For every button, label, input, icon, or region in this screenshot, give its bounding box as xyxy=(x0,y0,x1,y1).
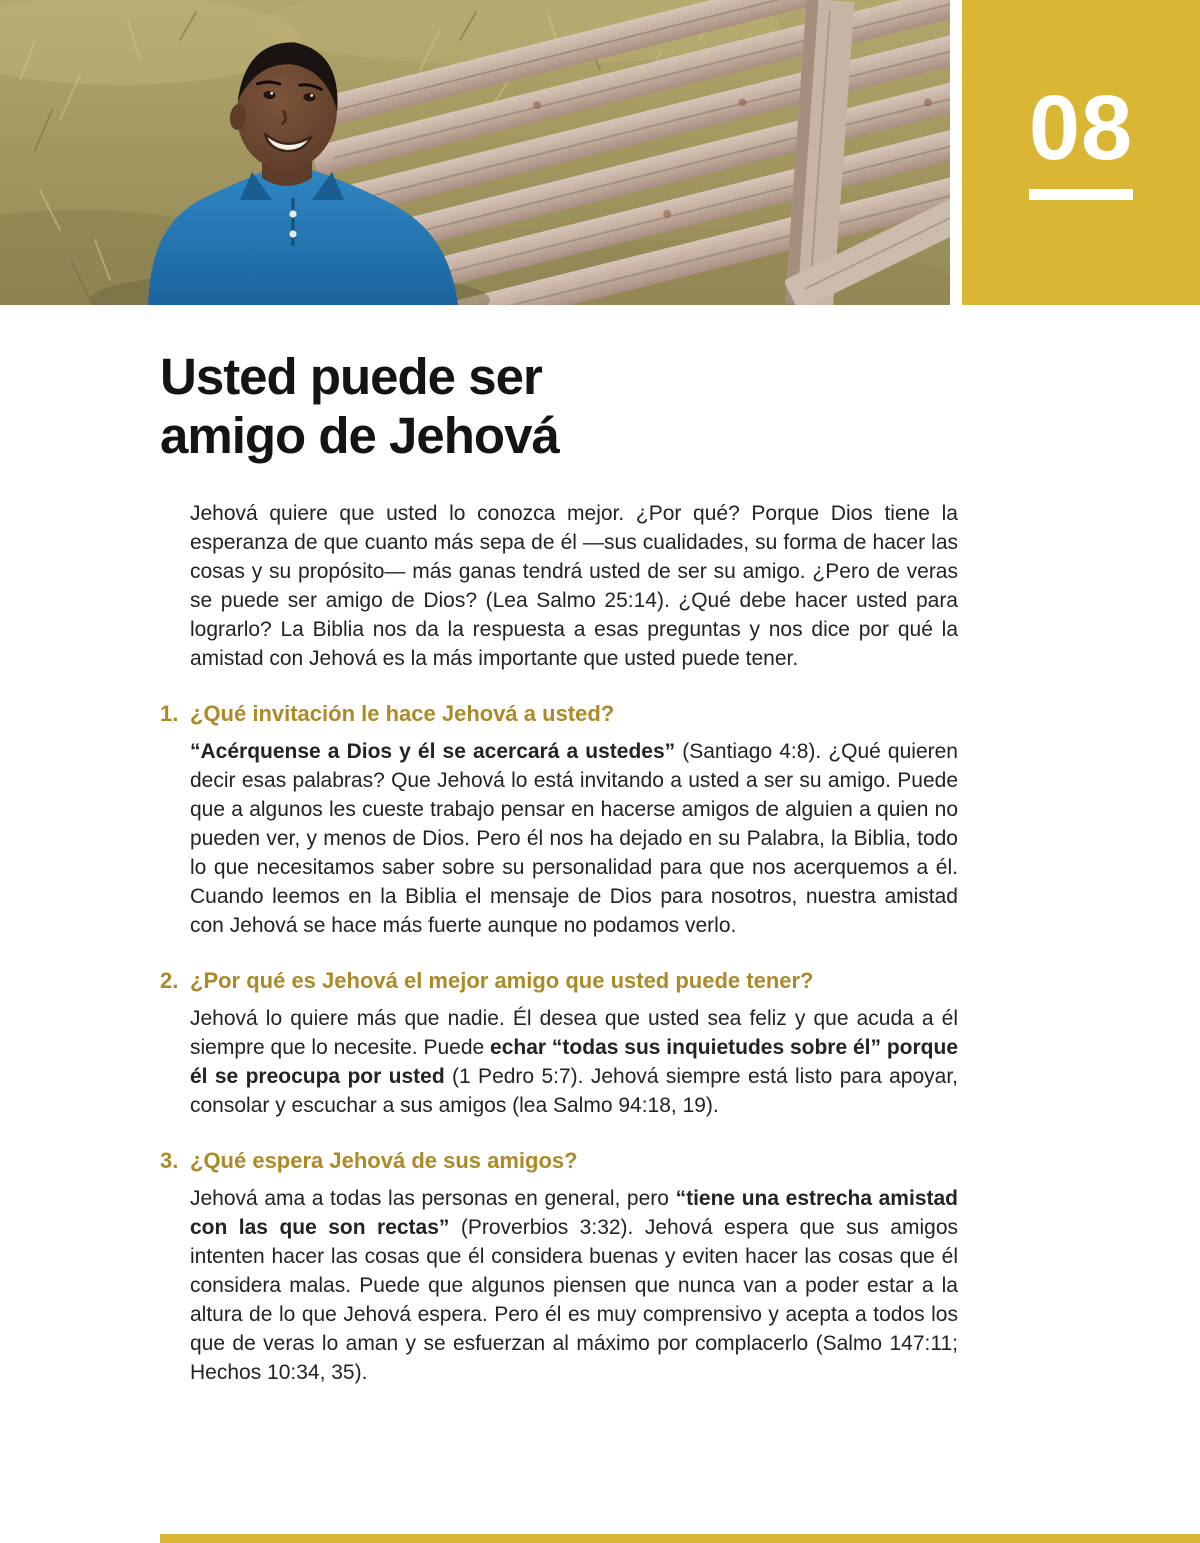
page-title xyxy=(160,347,980,465)
page-title-line2: amigo de Jehová xyxy=(160,407,559,464)
question-1-heading xyxy=(160,700,958,727)
question-1-text: ¿Qué invitación le hace Jehová a usted? xyxy=(190,701,615,726)
lesson-body xyxy=(160,499,958,1387)
answer-3-paragraph: Jehová ama a todas las personas en general, pero “tiene una estrecha amistad con las que son rectas” (Proverbios 3:32). Jehová espera que sus amigos intenten hacer las cosas que él considera buenas y eviten hacer las cosas que él considera malas. Puede que algunos piensen que nunca van a poder estar a la altura de lo que Jehová espera. Pero él es muy comprensivo y acepta a todos los que de veras lo aman y se esfuerzan al máximo por complacerlo (Salmo 147:11; Hechos 10:34, 35). xyxy=(190,1187,959,1384)
question-2-text: ¿Por qué es Jehová el mejor amigo que usted puede tener? xyxy=(190,968,814,993)
answer-1-paragraph: “Acérquense a Dios y él se acercará a ustedes” (Santiago 4:8). ¿Qué quieren decir esas palabras? Que Jehová lo está invitando a usted a ser su amigo. Puede que a algunos les cueste trabajo pensar en hacerse amigos de alguien a quien no pueden ver, y menos de Dios. Pero él nos ha dejado en su Palabra, la Biblia, todo lo que necesitamos saber sobre su personalidad para que nos acerquemos a él. Cuando leemos en la Biblia el mensaje de Dios para nosotros, nuestra amistad con Jehová se hace más fuerte aunque no podamos verlo. xyxy=(190,740,958,937)
hero-photo xyxy=(0,0,950,305)
page-title-line1: Usted puede ser xyxy=(160,348,542,405)
question-3-heading xyxy=(160,1147,958,1174)
lesson-number: 08 xyxy=(1028,77,1134,179)
question-2-number: 2. xyxy=(160,968,179,993)
lesson-number-badge xyxy=(962,0,1200,305)
lesson-number-underline xyxy=(1029,189,1133,200)
question-3-number: 3. xyxy=(160,1148,179,1173)
question-3-text: ¿Qué espera Jehová de sus amigos? xyxy=(190,1148,578,1173)
answer-2-paragraph: Jehová lo quiere más que nadie. Él desea que usted sea feliz y que acuda a él siempre que lo necesite. Puede echar “todas sus inquietudes sobre él” porque él se preocupa por usted (1 Pedro 5:7). Jehová siempre está listo para apoyar, consolar y escuchar a sus amigos (lea Salmo 94:18, 19). xyxy=(190,1007,959,1117)
question-2-heading xyxy=(160,967,958,994)
bottom-accent-bar xyxy=(160,1534,1200,1543)
question-1-number: 1. xyxy=(160,701,179,726)
intro-paragraph: Jehová quiere que usted lo conozca mejor. ¿Por qué? Porque Dios tiene la esperanza de que cuanto más sepa de él —sus cualidades, su forma de hacer las cosas y su propósito— más ganas tendrá usted de ser su amigo. ¿Pero de veras se puede ser amigo de Dios? (Lea Salmo 25:14). ¿Qué debe hacer usted para lograrlo? La Biblia nos da la respuesta a esas preguntas y nos dice por qué la amistad con Jehová es la más importante que usted puede tener. xyxy=(190,502,958,670)
